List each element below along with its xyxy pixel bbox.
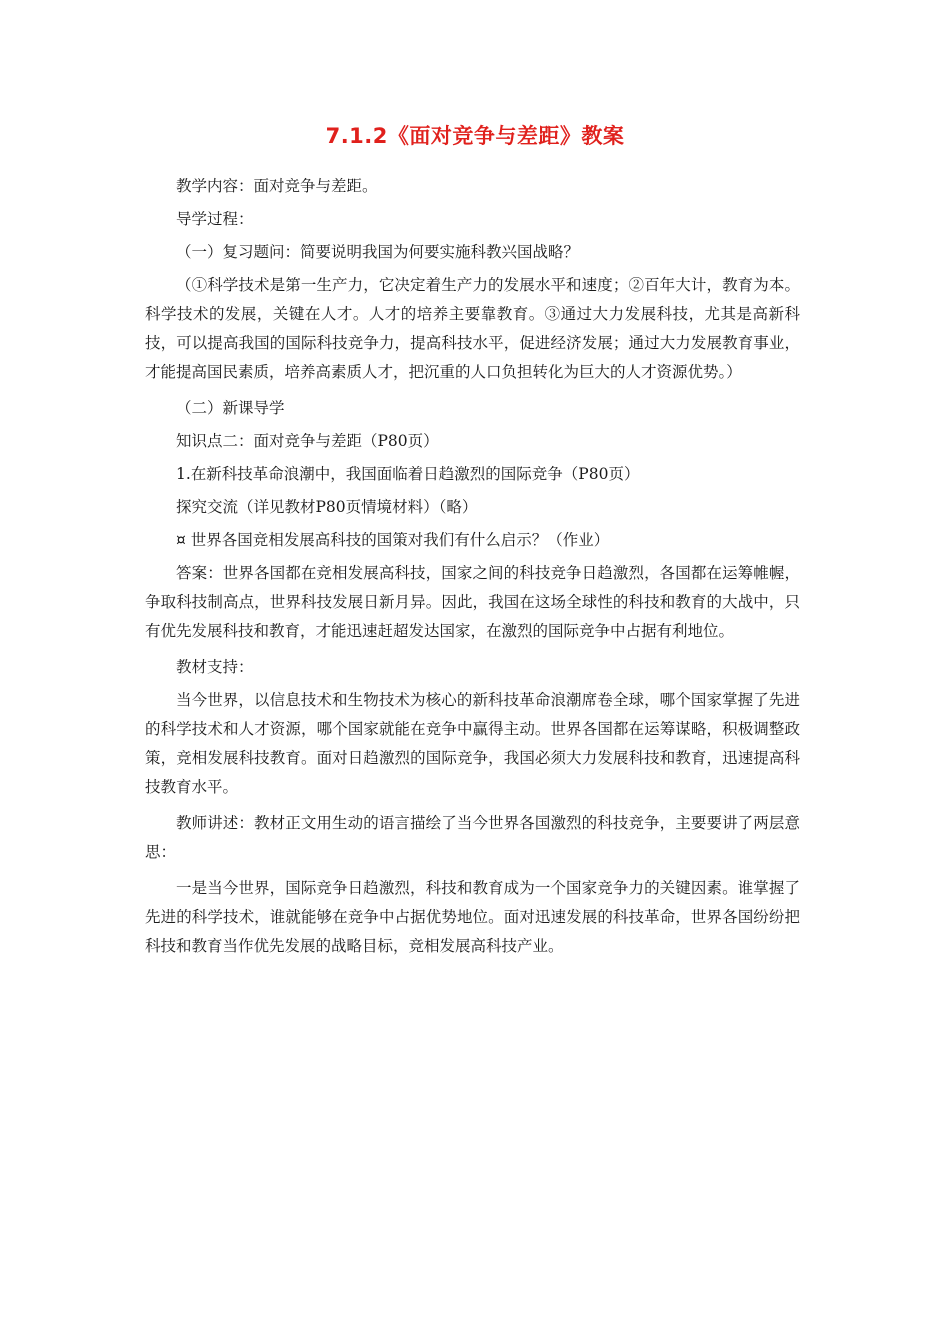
paragraph-point-one: 1.在新科技革命浪潮中，我国面临着日趋激烈的国际竞争（P80页） xyxy=(176,465,640,483)
paragraph-teaching-content: 教学内容：面对竞争与差距。 xyxy=(176,177,378,195)
paragraph-textbook-support: 教材支持： xyxy=(176,658,254,676)
paragraph-new-lesson: （二）新课导学 xyxy=(176,399,285,417)
paragraph-explore: 探究交流（详见教材P80页情境材料）（略） xyxy=(176,498,478,516)
document-title: 7.1.2《面对竞争与差距》教案 xyxy=(325,124,625,148)
paragraph-review-question: （一）复习题问：简要说明我国为何要实施科教兴国战略？ xyxy=(176,243,580,261)
paragraph-question: ¤ 世界各国竞相发展高科技的国策对我们有什么启示？（作业） xyxy=(176,531,610,549)
paragraph-review-answer: （①科学技术是第一生产力，它决定着生产力的发展水平和速度；②百年大计，教育为本。科学技术的发展，关键在人才。人才的培养主要靠教育。③通过大力发展科技，尤其是高新科技，可以提高我国的国际科技竞争力，提高科技水平，促进经济发展；通过大力发展教育事业，才能提高国民素质，培养高素质人才，把沉重的人口负担转化为巨大的人才资源优势。） xyxy=(145,276,800,381)
paragraph-world-today: 当今世界，以信息技术和生物技术为核心的新科技革命浪潮席卷全球，哪个国家掌握了先进的科学技术和人才资源，哪个国家就能在竞争中赢得主动。世界各国都在运筹谋略，积极调整政策，竞相发展科技教育。面对日趋激烈的国际竞争，我国必须大力发展科技和教育，迅速提高科技教育水平。 xyxy=(145,691,800,796)
paragraph-guide-process: 导学过程： xyxy=(176,210,254,228)
paragraph-teacher-narration: 教师讲述：教材正文用生动的语言描绘了当今世界各国激烈的科技竞争，主要要讲了两层意思： xyxy=(145,814,800,861)
paragraph-answer: 答案：世界各国都在竞相发展高科技，国家之间的科技竞争日趋激烈，各国都在运筹帷幄，争取科技制高点，世界科技发展日新月异。因此，我国在这场全球性的科技和教育的大战中，只有优先发展科技和教育，才能迅速赶超发达国家，在激烈的国际竞争中占据有利地位。 xyxy=(145,564,800,640)
paragraph-knowledge-point: 知识点二：面对竞争与差距（P80页） xyxy=(176,432,439,450)
document-body xyxy=(145,172,800,968)
paragraph-first-point: 一是当今世界，国际竞争日趋激烈，科技和教育成为一个国家竞争力的关键因素。谁掌握了先进的科学技术，谁就能够在竞争中占据优势地位。面对迅速发展的科技革命，世界各国纷纷把科技和教育当作优先发展的战略目标，竞相发展高科技产业。 xyxy=(145,879,800,955)
